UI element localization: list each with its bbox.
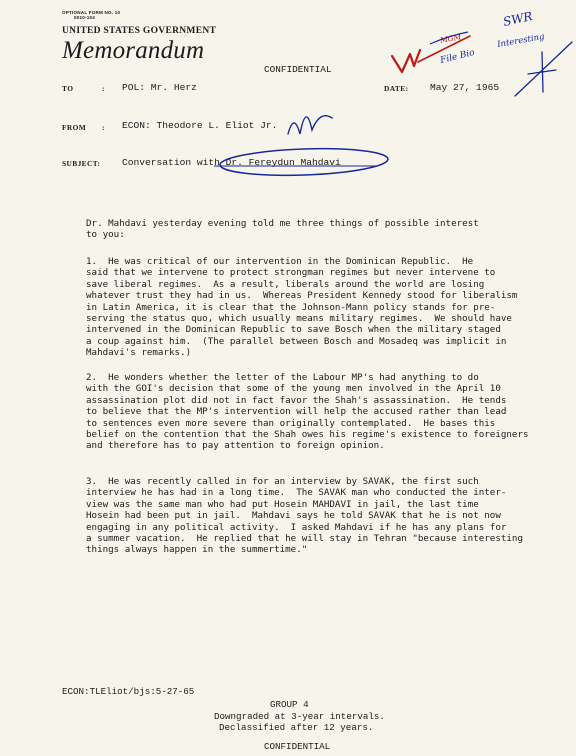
blue-strike-scribble — [430, 32, 468, 44]
subject-value: Conversation with Dr. Fereydun Mahdavi — [122, 157, 341, 168]
red-strike-line — [418, 36, 470, 62]
classification-bottom: CONFIDENTIAL — [264, 741, 331, 752]
subject-label: SUBJECT: — [62, 159, 101, 168]
form-number-line1: OPTIONAL FORM NO. 10 — [62, 10, 121, 15]
from-value: ECON: Theodore L. Eliot Jr. — [122, 120, 278, 131]
paragraph-2: 2. He wonders whether the letter of the Labour MP's had anything to do with the GOI's decision that some of the young men involved in the April 10 assassination plot did not in fact favor the Shah's assassination. He tends to believe that the MP's intervention will help the accused rather than lead to sentences even more severe than originally contemplated. He bases this belief on the contention that the Shah owes his regime's existence to foreigners and therefore has to pay attention to foreign opinion. — [86, 372, 529, 452]
downgrade-line: Downgraded at 3-year intervals. — [214, 711, 385, 722]
to-label: TO — [62, 84, 74, 93]
subject-name-circle — [220, 146, 389, 178]
date-value: May 27, 1965 — [430, 82, 500, 93]
blue-cross-mark — [528, 52, 556, 92]
intro-paragraph: Dr. Mahdavi yesterday evening told me three things of possible interest to you: — [86, 218, 479, 241]
agency-title: UNITED STATES GOVERNMENT — [62, 26, 217, 36]
from-colon: : — [102, 123, 105, 132]
document-type: Memorandum — [62, 37, 205, 64]
red-check-mark — [392, 50, 420, 72]
declassify-line: Declassified after 12 years. — [219, 722, 374, 733]
form-number-line2: 5010-104 — [74, 15, 96, 21]
to-colon: : — [102, 84, 105, 93]
to-value: POL: Mr. Herz — [122, 82, 197, 93]
reference-line: ECON:TLEliot/bjs:5-27-65 — [62, 686, 195, 697]
initials-squiggle — [288, 116, 332, 134]
paragraph-1: 1. He was critical of our intervention in the Dominican Republic. He said that we intervene to protect strongman regimes but never intervene to save liberal regimes. As a result, liberals around the world are losing whatever trust they had in us. Whereas President Kennedy stood for liberalism in Latin America, it is clear that the Johnson-Mann policy stands for pre- serving the status quo, which usually means military regimes. We should have intervened in the Dominican Republic to save Bosch when the military staged a coup against him. (The parallel between Bosch and Mosadeq was implicit in Mahdavi's remarks.) — [86, 256, 518, 359]
handwritten-routing: SWR — [501, 9, 534, 29]
handwritten-note-file-bio: File Bio — [439, 47, 476, 67]
from-label: FROM — [62, 123, 87, 132]
date-label: DATE: — [384, 84, 409, 93]
handwritten-note-interesting: Interesting — [496, 31, 546, 51]
group-line: GROUP 4 — [270, 699, 309, 710]
classification-top: CONFIDENTIAL — [264, 64, 332, 75]
paragraph-3: 3. He was recently called in for an interview by SAVAK, the first such interview he has had in a long time. The SAVAK man who conducted the inter- view was the same man who had put Hosein MAHDAVI in jail, the last time Hosein had been put in jail. Mahdavi says he told SAVAK that he is not now engaging in any political activity. I asked Mahdavi if he has any plans for a summer vacation. He replied that he will stay in Tehran "because interesting things always happen in the summertime." — [86, 476, 523, 556]
handwritten-strike-text: MGM — [439, 32, 462, 45]
